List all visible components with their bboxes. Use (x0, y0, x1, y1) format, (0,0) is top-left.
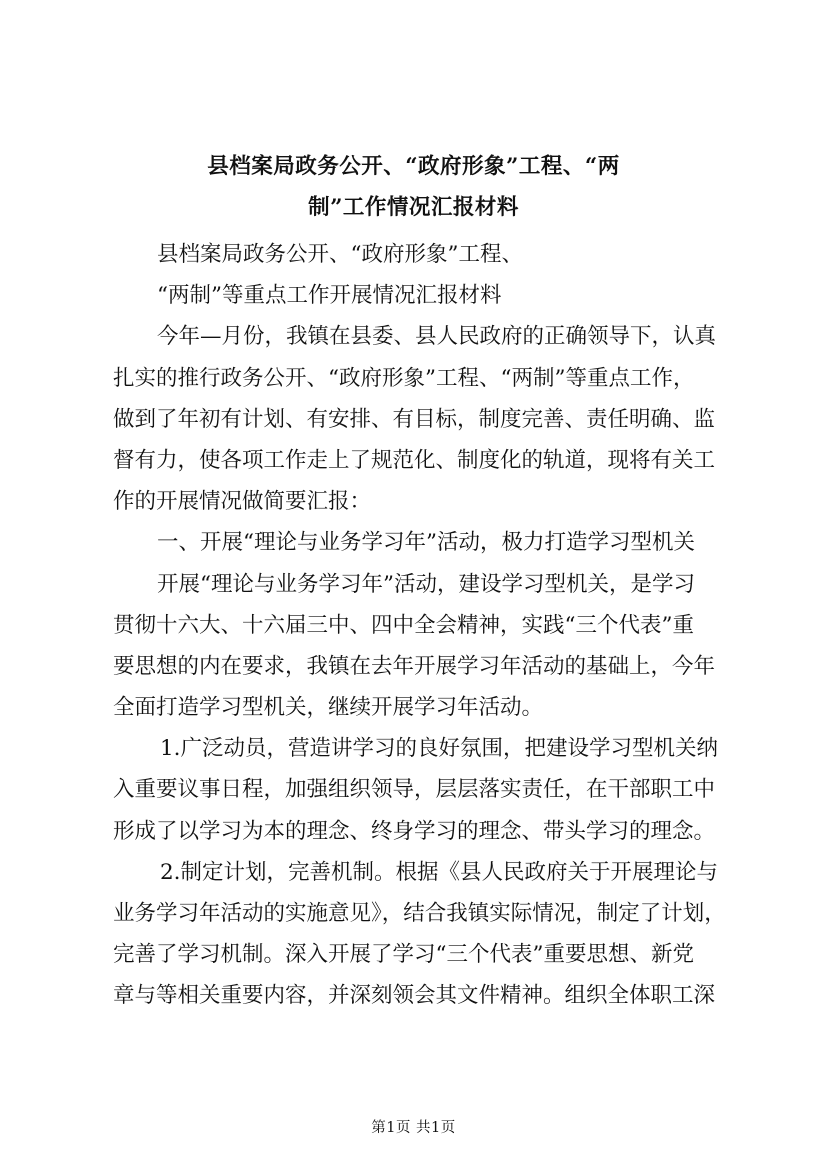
item-2-line: 业务学习年活动的实施意见》，结合我镇实际情况，制定了计划， (113, 901, 726, 926)
item-1-line: 形成了以学习为本的理念、终身学习的理念、带头学习的理念。 (113, 818, 716, 844)
subtitle-line-2: “两制”等重点工作开展情况汇报材料 (157, 283, 502, 309)
paragraph-1-line: 今年—月份，我镇在县委、县人民政府的正确领导下，认真 (157, 324, 717, 350)
item-1-line: 1.广泛动员，营造讲学习的良好氛围，把建设学习型机关纳 (160, 736, 719, 762)
page-footer: 第1页 共1页 (371, 1120, 456, 1136)
title-line-1: 县档案局政务公开、“政府形象”工程、“两 (207, 154, 620, 179)
paragraph-2-line: 开展“理论与业务学习年”活动，建设学习型机关，是学习 (157, 571, 695, 597)
paragraph-1-line: 作的开展情况做简要汇报： (113, 489, 372, 515)
document-body (113, 234, 726, 1017)
item-2-line: 章与等相关重要内容，并深刻领会其文件精神。组织全体职工深 (113, 983, 716, 1009)
paragraph-1-line: 扎实的推行政务公开、“政府形象”工程、“两制”等重点工作， (113, 365, 695, 391)
title-line-2: 制”工作情况汇报材料 (308, 195, 519, 221)
paragraph-1-line: 督有力，使各项工作走上了规范化、制度化的轨道，现将有关工 (113, 447, 716, 473)
item-1-line: 入重要议事日程，加强组织领导，层层落实责任，在干部职工中 (113, 777, 716, 803)
section-heading: 一、开展“理论与业务学习年”活动，极力打造学习型机关 (157, 530, 695, 556)
item-2-line: 完善了学习机制。深入开展了学习“三个代表”重要思想、新党 (113, 942, 694, 968)
document-title (100, 146, 727, 228)
paragraph-2-line: 全面打造学习型机关，继续开展学习年活动。 (113, 695, 544, 721)
subtitle-line-1: 县档案局政务公开、“政府形象”工程、 (157, 242, 523, 267)
paragraph-1-line: 做到了年初有计划、有安排、有目标，制度完善、责任明确、监 (113, 406, 716, 432)
paragraph-2-line: 贯彻十六大、十六届三中、四中全会精神，实践“三个代表”重 (113, 612, 694, 638)
item-2-line: 2.制定计划，完善机制。根据《县人民政府关于开展理论与 (160, 859, 719, 885)
paragraph-2-line: 要思想的内在要求，我镇在去年开展学习年活动的基础上，今年 (113, 653, 716, 679)
